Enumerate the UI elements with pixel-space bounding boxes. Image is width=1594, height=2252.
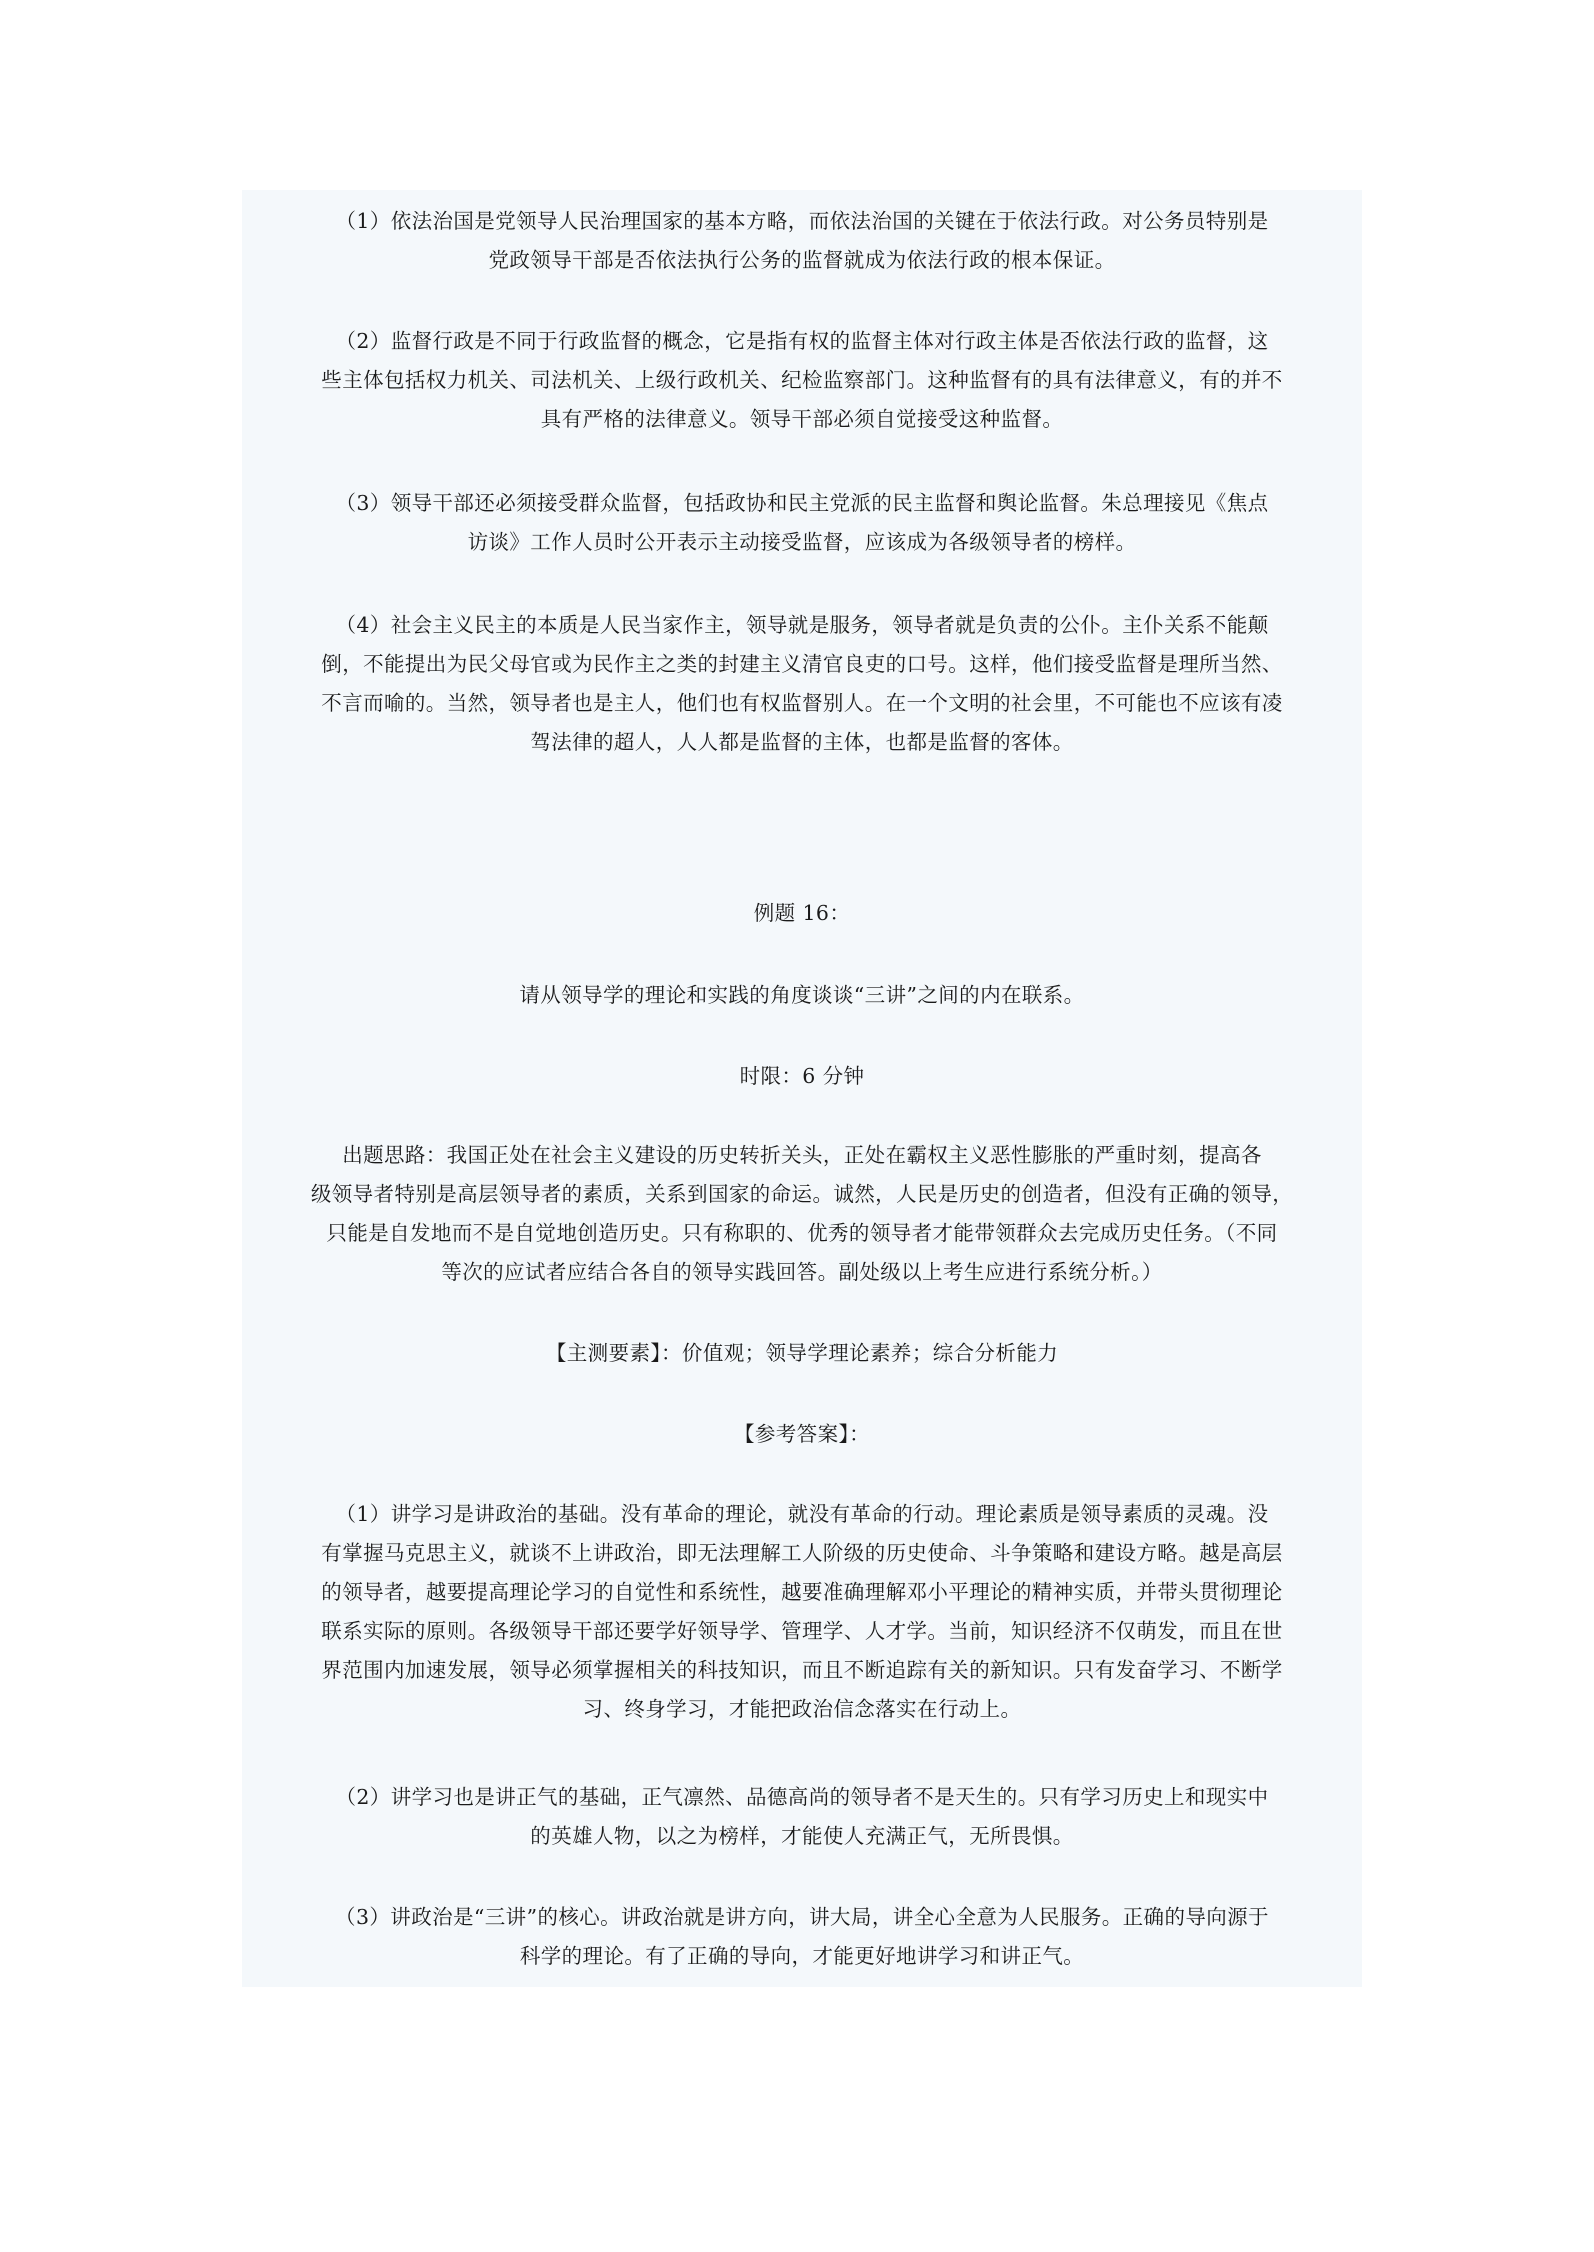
text-line: 的领导者，越要提高理论学习的自觉性和系统性，越要准确理解邓小平理论的精神实质，并带头贯彻理论: [321, 1580, 1283, 1604]
paragraph-3: [242, 484, 1362, 562]
text-line: （1）讲学习是讲政治的基础。没有革命的理论，就没有革命的行动。理论素质是领导素质的灵魂。没: [335, 1502, 1269, 1526]
text-line: 级领导者特别是高层领导者的素质，关系到国家的命运。诚然，人民是历史的创造者，但没有正确的领导，: [310, 1182, 1294, 1206]
text-line: 些主体包括权力机关、司法机关、上级行政机关、纪检监察部门。这种监督有的具有法律意义，有的并不: [321, 368, 1283, 392]
text-line: 驾法律的超人，人人都是监督的主体，也都是监督的客体。: [530, 730, 1074, 754]
text-line: （2）监督行政是不同于行政监督的概念，它是指有权的监督主体对行政主体是否依法行政的监督，这: [335, 329, 1269, 353]
tested-elements: [242, 1334, 1362, 1373]
text-line: （1）依法治国是党领导人民治理国家的基本方略，而依法治国的关键在于依法行政。对公务员特别是: [335, 209, 1269, 233]
question-idea: [242, 1136, 1362, 1292]
text-line: 习、终身学习，才能把政治信念落实在行动上。: [582, 1697, 1022, 1721]
text-line: 联系实际的原则。各级领导干部还要学好领导学、管理学、人才学。当前，知识经济不仅萌发，而且在世: [321, 1619, 1283, 1643]
paragraph-2: [242, 322, 1362, 439]
answer-heading-text: 【参考答案】：: [733, 1422, 871, 1446]
text-line: 不言而喻的。当然，领导者也是主人，他们也有权监督别人。在一个文明的社会里，不可能也不应该有凌: [321, 691, 1283, 715]
paragraph-4: [242, 606, 1362, 762]
paragraph-1: [242, 202, 1362, 280]
text-line: 访谈》工作人员时公开表示主动接受监督，应该成为各级领导者的榜样。: [467, 530, 1137, 554]
text-line: （4）社会主义民主的本质是人民当家作主，领导就是服务，领导者就是负责的公仆。主仆关系不能颠: [335, 613, 1269, 637]
text-line: （3）领导干部还必须接受群众监督，包括政协和民主党派的民主监督和舆论监督。朱总理接见《焦点: [335, 491, 1269, 515]
example-title-text: 例题 16：: [753, 901, 851, 925]
text-line: 科学的理论。有了正确的导向，才能更好地讲学习和讲正气。: [519, 1944, 1085, 1968]
answer-heading: [242, 1415, 1362, 1454]
example-question-text: 请从领导学的理论和实践的角度谈谈“三讲”之间的内在联系。: [519, 983, 1085, 1007]
text-line: （2）讲学习也是讲正气的基础，正气凛然、品德高尚的领导者不是天生的。只有学习历史上和现实中: [335, 1785, 1269, 1809]
text-line: 倒，不能提出为民父母官或为民作主之类的封建主义清官良吏的口号。这样，他们接受监督是理所当然、: [321, 652, 1283, 676]
text-line: 界范围内加速发展，领导必须掌握相关的科技知识，而且不断追踪有关的新知识。只有发奋学习、不断学: [321, 1658, 1283, 1682]
tested-elements-text: 【主测要素】：价值观；领导学理论素养；综合分析能力: [545, 1341, 1059, 1365]
answer-paragraph-3: [242, 1898, 1362, 1976]
time-limit-text: 时限：6 分钟: [739, 1064, 865, 1088]
text-line: 只能是自发地而不是自觉地创造历史。只有称职的、优秀的领导者才能带领群众去完成历史任务。（不同: [326, 1221, 1278, 1245]
text-line: 具有严格的法律意义。领导干部必须自觉接受这种监督。: [540, 407, 1064, 431]
text-line: 出题思路：我国正处在社会主义建设的历史转折关头，正处在霸权主义恶性膨胀的严重时刻，提高各: [342, 1143, 1262, 1167]
time-limit: [242, 1057, 1362, 1096]
example-question: [242, 976, 1362, 1015]
text-line: 有掌握马克思主义，就谈不上讲政治，即无法理解工人阶级的历史使命、斗争策略和建设方略。越是高层: [321, 1541, 1283, 1565]
text-line: （3）讲政治是“三讲”的核心。讲政治就是讲方向，讲大局，讲全心全意为人民服务。正确的导向源于: [335, 1905, 1269, 1929]
text-line: 等次的应试者应结合各自的领导实践回答。副处级以上考生应进行系统分析。）: [441, 1260, 1163, 1284]
text-line: 党政领导干部是否依法执行公务的监督就成为依法行政的根本保证。: [488, 248, 1116, 272]
answer-paragraph-1: [242, 1495, 1362, 1729]
example-title: [242, 894, 1362, 933]
text-line: 的英雄人物，以之为榜样，才能使人充满正气，无所畏惧。: [530, 1824, 1074, 1848]
answer-paragraph-2: [242, 1778, 1362, 1856]
